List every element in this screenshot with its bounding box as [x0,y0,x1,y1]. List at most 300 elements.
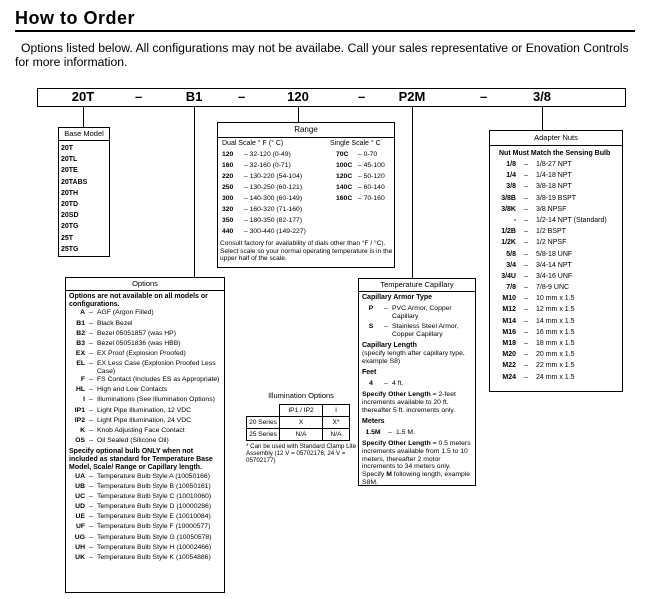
illumination-table [246,404,350,441]
option-row [66,427,224,437]
dash: – [89,386,93,394]
option-value: EX Proof (Explosion Proofed) [97,349,186,357]
adapter-row [490,170,622,181]
adapter-code: M16 [502,328,516,336]
bulb-row [66,554,224,564]
adapter-code: M10 [502,295,516,303]
range-single-row: 120C – 50-120 [336,173,385,180]
adapter-row [490,372,622,383]
option-code: A [80,309,85,317]
bulb-value: Temperature Bulb Style C (10010060) [97,493,212,501]
dash: – [89,406,93,414]
adapter-code: 5/8 [506,250,516,258]
adapter-row [490,282,622,293]
adapter-code: 3/8 [506,183,516,191]
range-code: 140C [336,184,353,191]
adapter-value: 20 mm x 1.5 [536,351,575,359]
adapter-value: 16 mm x 1.5 [536,328,575,336]
range-dual-row: 350 – 180-350 (82-177) [222,217,303,224]
adapter-row [490,260,622,271]
meters-row [362,429,472,437]
table-cell [247,405,280,417]
table-cell: X* [323,417,350,429]
bulb-intro: Specify optional bulb ONLY when not included as standard for Temperature Base Model, Scale/ Range or Capillary length. [69,447,213,471]
base-model-item: 20TL [61,156,78,164]
range-code: 160C [336,195,353,202]
options-intro: Options are not available on all models or configurations. [69,293,208,309]
range-code: 250 [222,184,234,191]
bulb-row [66,473,224,483]
range-single-row: 160C – 70-160 [336,195,385,202]
adapter-code: 7/8 [506,284,516,292]
option-code: IP2 [74,416,85,424]
adapter-row [490,237,622,248]
armor-row [362,323,472,339]
bulb-value: Temperature Bulb Style F (10000577) [97,523,211,531]
base-model-item: 20TG [61,223,79,231]
option-code: I [83,396,85,404]
adapter-value: 1/2 BSPT [536,228,566,236]
dash: – [89,543,93,551]
bulb-row [66,493,224,503]
base-model-item: 25T [61,234,74,242]
armor-row [362,305,472,321]
dash: – [524,216,528,224]
connector-capillary [412,107,413,278]
adapter-code: 1/8 [506,161,516,168]
adapter-value: 7/8-9 UNC [536,284,570,292]
dash: – [89,339,93,347]
adapter-list [490,159,622,383]
feet-code: 4 [369,380,373,388]
bulb-code: UG [74,533,85,541]
bulb-value: Temperature Bulb Style D (10000286) [97,503,212,511]
code-base: 20T [71,89,95,104]
bulb-row [66,513,224,523]
range-single-row: 100C – 45-100 [336,162,385,169]
dash: – [524,340,528,347]
range-value: 60-140 [363,184,385,191]
base-model-item: 20TH [61,189,79,197]
adapter-value: 1/2-14 NPT (Standard) [536,216,607,224]
base-model-item: 20SD [61,212,79,220]
option-code: OS [75,436,85,444]
adapter-row [490,349,622,360]
dash: – [524,261,528,269]
range-value: 70-160 [363,195,385,202]
option-code: EX [75,349,85,357]
connector-range [298,107,299,122]
dash: – [89,483,93,491]
adapter-value: 10 mm x 1.5 [536,295,575,303]
option-value: Illuminations (See Illumination Options) [97,396,215,404]
range-code: 100C [336,162,353,169]
option-row [66,417,224,427]
dash: – [89,359,93,367]
meters-other [362,440,472,487]
bulb-value: Temperature Bulb Style A (10050166) [97,472,210,480]
adapter-code: 3/4 [506,261,516,269]
table-cell: IP1 / IP2 [280,405,323,417]
connector-adapter [542,107,543,130]
bulb-value: Temperature Bulb Style H (10002466) [97,543,212,551]
bulb-code: UD [75,503,85,511]
table-cell: 25 Series [247,429,280,441]
dash: – [524,284,528,292]
option-value: Bezel 05051836 (was HBB) [97,339,181,347]
dash: – [524,295,528,303]
dash: – [89,533,93,541]
dash: – [89,416,93,424]
dash: – [524,317,528,325]
dual-scale-header: Dual Scale ° F (° C) [222,140,284,147]
armor-header: Capillary Armor Type [362,294,433,301]
option-value: High and Low Contacts [97,386,168,394]
range-value: 32-120 (0-49) [249,151,291,158]
base-model-item: 20TABS [61,178,88,186]
code-adapter: 3/8 [532,89,552,104]
bulb-row [66,523,224,533]
adapter-row [490,249,622,260]
adapter-row [490,316,622,327]
dash: – [524,228,528,236]
options-box [65,277,225,593]
adapter-value: 18 mm x 1.5 [536,340,575,347]
dash: – [89,426,93,434]
adapter-row [490,271,622,282]
base-model-box [58,127,110,257]
range-value: 130-250 (60-121) [249,184,303,191]
range-code: 440 [222,228,234,235]
bulb-list [66,473,224,564]
adapter-value: 24 mm x 1.5 [536,373,575,381]
adapter-subtitle: Nut Must Match the Sensing Bulb [499,150,611,157]
adapter-value: 3/8 NPSF [536,205,567,213]
adapter-value: 3/8-19 BSPT [536,194,577,202]
adapter-value: 5/8-18 UNF [536,250,573,258]
adapter-code: M18 [502,340,516,347]
range-dual-row: 220 – 130-220 (54-104) [222,173,303,180]
range-code: 70C [336,151,349,158]
base-model-title: Base Model [59,128,109,141]
meters-code: 1.5M [365,429,381,437]
option-code: K [80,426,85,434]
bulb-value: Temperature Bulb Style B (10050161) [97,483,211,491]
range-box [217,122,395,268]
bulb-value: Temperature Bulb Style K (10054886) [97,553,211,561]
table-cell: N/A [323,429,350,441]
option-value: Light Pipe Illumination, 24 VDC [97,416,192,424]
adapter-row [490,215,622,226]
table-row [247,429,350,441]
range-code: 350 [222,217,234,224]
adapter-row [490,226,622,237]
dash: – [524,205,528,213]
dash: – [89,503,93,511]
adapter-row [490,327,622,338]
range-value: 180-350 (82-177) [249,217,303,224]
range-dual-row: 320 – 160-320 (71-160) [222,206,303,213]
range-code: 320 [222,206,234,213]
dash: – [524,373,528,381]
dash: – [89,349,93,357]
bulb-code: UF [75,523,85,531]
adapter-code: 3/8B [501,194,516,202]
option-code: HL [75,386,85,394]
dash: – [89,493,93,501]
bulb-code: UA [75,472,85,480]
page-title: How to Order [15,8,136,28]
capillary-box [358,278,476,486]
adapter-code: 3/8K [501,205,516,213]
dash: – [89,523,93,531]
feet-other [362,391,472,414]
base-model-item: 20T [61,145,74,152]
adapter-value: 12 mm x 1.5 [536,306,575,314]
bulb-code: UC [75,493,85,501]
adapter-row [490,293,622,304]
meters-header: Meters [362,418,385,426]
armor-code: P [368,304,374,312]
adapter-code: 3/4U [501,272,516,280]
dash: – [384,323,388,331]
feet-row [362,380,472,388]
option-row [66,330,224,340]
range-value: 160-320 (71-160) [249,206,303,213]
range-dual-row: 160 – 32-160 (0-71) [222,162,291,169]
option-row [66,407,224,417]
adapter-code: M22 [502,362,516,370]
dash: – [524,161,528,168]
meters-other-desc: = 0.5 meters increments available from 1.5 to 10 meters, thereafter 2 motor increments to 34 meters only. Specify [362,439,471,479]
bulb-row [66,534,224,544]
range-dual-row: 300 – 140-300 (60-149) [222,195,303,202]
adapter-code: M14 [502,317,516,325]
code-dash: – [135,89,143,104]
bulb-value: Temperature Bulb Style E (10010084) [97,513,211,521]
dash: – [89,436,93,444]
dash: – [89,309,93,317]
table-row [247,405,350,417]
feet-header: Feet [362,369,377,377]
code-dash: – [238,89,246,104]
adapter-row [490,338,622,349]
dash: – [524,194,528,202]
bulb-row [66,544,224,554]
option-code: IP1 [74,406,85,414]
range-value: 300-440 (149-227) [249,228,306,235]
option-row [66,350,224,360]
base-model-item: 25TG [61,245,79,253]
option-code: B3 [76,339,85,347]
dash: – [524,239,528,247]
dash: – [524,306,528,314]
armor-value: Stainless Steel Armor, Copper Capillary [392,323,459,339]
code-dash: – [358,89,366,104]
option-row [66,360,224,376]
table-cell: X [280,417,323,429]
range-value: 32-160 (0-71) [249,162,291,169]
dash: – [89,376,93,384]
dash: – [89,396,93,404]
option-row [66,340,224,350]
option-value: EX Less Case (Explosion Proofed Less Case) [97,359,216,376]
range-value: 130-220 (54-104) [249,173,303,180]
option-row [66,396,224,406]
range-dual-row: 120 – 32-120 (0-49) [222,151,291,158]
meters-value: 1.5 M. [396,429,415,437]
dash: – [524,328,528,336]
adapter-value: 1/8-27 NPT [536,161,572,168]
intro-text [15,41,635,69]
adapter-value: 22 mm x 1.5 [536,362,575,370]
option-row [66,320,224,330]
bulb-row [66,503,224,513]
range-value: 45-100 [363,162,385,169]
range-single-row: 70C – 0-70 [336,151,378,158]
dash: – [524,362,528,370]
dash: – [89,553,93,561]
adapter-code: M20 [502,351,516,359]
dash: – [524,351,528,359]
option-code: EL [76,359,85,367]
option-value: FS Contact (Includes ES as Appropriate) [97,376,220,384]
adapter-value: 3/4-14 NPT [536,261,572,269]
dash: – [89,329,93,337]
title-divider [15,30,635,32]
adapter-code: M24 [502,373,516,381]
illumination-title: Illumination Options [268,391,334,400]
bulb-row [66,483,224,493]
meters-other-tail: following length, example S8M. [362,471,471,486]
intro-line-2: for more information. [15,55,128,69]
bulb-code: UH [75,543,85,551]
adapter-row [490,181,622,192]
dash: – [89,319,93,327]
table-cell: 20 Series [247,417,280,429]
range-value: 50-120 [363,173,385,180]
code-capillary: P2M [398,89,426,104]
option-value: Black Bezel [97,319,133,327]
bulb-code: UE [75,513,85,521]
dash: – [384,380,388,388]
capillary-content [359,292,475,487]
connector-base [83,107,84,127]
adapter-row [490,204,622,215]
range-value: 140-300 (60-149) [249,195,303,202]
option-row [66,309,224,319]
range-code: 120 [222,151,234,158]
illumination-note: * Can be used with Standard Clamp Lite Assembly (12 V = 05702176; 24 V = 05702177) [246,443,357,465]
single-scale-header: Single Scale ° C [330,140,381,147]
option-value: Bezel 05051857 (was HP) [97,329,176,337]
option-value: AGF (Argon Filled) [97,309,154,317]
adapter-row [490,360,622,371]
length-desc: (specify length after capillary type, example S8) [362,349,465,365]
options-title: Options [66,278,224,291]
adapter-row [490,304,622,315]
base-model-item: 20TD [61,201,79,209]
range-single-row: 140C – 60-140 [336,184,385,191]
adapter-title: Adapter Nuts [490,131,622,146]
adapter-value: 1/4-18 NPT [536,172,572,180]
adapter-value: 3/4-16 UNF [536,272,573,280]
adapter-row [490,159,622,170]
bulb-value: Temperature Bulb Style G (10050578) [97,533,212,541]
feet-other-desc: = 2-feet increments available to 20 ft. thereafter 5 ft. increments only. [362,390,456,414]
dash: – [524,172,528,180]
capillary-title: Temperature Capillary [359,279,475,292]
range-code: 120C [336,173,353,180]
base-model-list [59,141,109,255]
option-code: B1 [76,319,85,327]
range-code: 160 [222,162,234,169]
table-cell: N/A [280,429,323,441]
base-model-item: 20TE [61,167,78,175]
option-value: Knob Adjusting Face Contact [97,426,185,434]
option-value: Light Pipe Illumination, 12 VDC [97,406,192,414]
table-row [247,417,350,429]
intro-line-1: Options listed below. All configurations may not be availabe. Call your sales representative or Enovation Controls [21,41,629,55]
meters-other-m: M [386,471,392,479]
code-bezel: B1 [185,89,203,104]
adapter-value: 3/8-18 NPT [536,183,572,191]
adapter-row [490,193,622,204]
dash: – [384,304,388,312]
dash: – [89,472,93,480]
option-row [66,376,224,386]
dash: – [388,429,392,437]
connector-options [194,107,195,277]
range-code: 300 [222,195,234,202]
option-value: Oil Sealed (Silicone Oil) [97,436,169,444]
bulb-code: UK [75,553,85,561]
adapter-code: 1/4 [506,172,516,180]
option-code: B2 [76,329,85,337]
range-dual-row: 250 – 130-250 (60-121) [222,184,303,191]
dash: – [524,250,528,258]
feet-other-label: Specify Other Length [362,390,431,398]
dash: – [524,272,528,280]
range-dual-row: 440 – 300-440 (149-227) [222,228,306,235]
adapter-code: - [513,216,516,224]
armor-value: PVC Armor, Copper Capillary [392,304,452,320]
feet-value: 4 ft. [392,380,404,388]
range-note: Consult factory for availability of dials other than °F / °C). Select scale so your normal operating temperature is in the upper half of the scale. [220,240,393,263]
table-cell: I [323,405,350,417]
adapter-nuts-box [489,130,623,392]
adapter-code: M12 [502,306,516,314]
options-list [66,309,224,447]
bulb-code: UB [75,483,85,491]
code-dash: – [480,89,488,104]
range-code: 220 [222,173,234,180]
option-row [66,437,224,447]
range-title: Range [218,123,394,138]
range-value: 0-70 [363,151,378,158]
adapter-code: 1/2B [501,228,516,236]
adapter-value: 1/2 NPSF [536,239,567,247]
dash: – [524,183,528,191]
adapter-value: 14 mm x 1.5 [536,317,575,325]
meters-other-label: Specify Other Length [362,439,431,447]
adapter-code: 1/2K [501,239,516,247]
option-row [66,386,224,396]
dash: – [89,513,93,521]
armor-code: S [368,323,374,331]
code-range: 120 [287,89,309,104]
option-code: F [80,376,85,384]
